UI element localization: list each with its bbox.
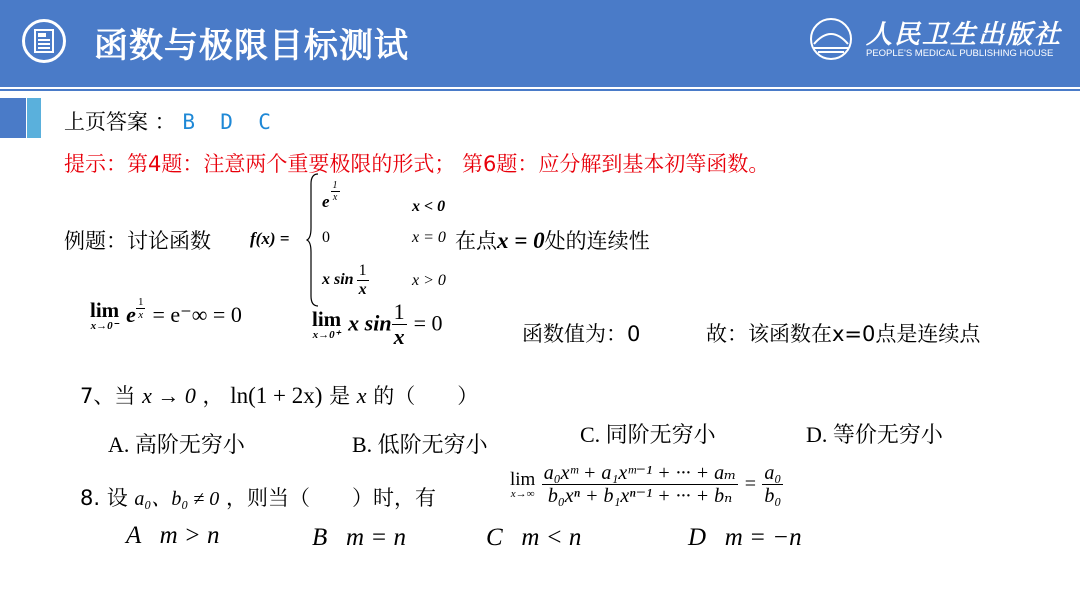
case3-cond: x > 0 (412, 272, 446, 289)
q8-stem: 8. 设 a₀、b₀ ≠ 0 ，则当（ ）时，有 (80, 486, 436, 510)
publisher-name-cn: 人民卫生出版社 (866, 20, 1063, 50)
q7-option-c: C. 同阶无穷小 (580, 422, 716, 447)
q8-option-c: C m < n (486, 524, 582, 551)
answers-line (64, 106, 271, 136)
left-limit: lim x→0⁻ e $\frac{1}{x}$ = e⁻∞ = 0 (90, 296, 242, 332)
q7-option-a: A. 高阶无穷小 (108, 432, 245, 457)
q8-option-b: B m = n (312, 524, 406, 551)
example-suffix: 在点x = 0处的连续性 (455, 228, 650, 253)
publisher-logo (806, 14, 1074, 68)
header-divider-thin (0, 89, 1080, 91)
case3-expr: x sin $\frac{1}{x}$ (322, 262, 367, 298)
case1-cond: x < 0 (412, 198, 446, 215)
example-func: f(x) = (250, 229, 290, 248)
conclusion: 故：该函数在x=0点是连续点 (706, 322, 981, 346)
q7-stem: 7、当 x → 0 ， ln(1 + 2x) 是 x 的（ ） (80, 383, 479, 408)
side-marker (0, 98, 26, 138)
right-limit: lim x→0⁺ x sin $\frac{1}{x}$ = 0 (312, 299, 443, 350)
q8-option-d: D m = −n (688, 524, 802, 551)
answers-values: B D C (182, 110, 271, 134)
function-value: 函数值为：0 (522, 322, 641, 346)
document-icon (22, 19, 66, 63)
publisher-name-en: PEOPLE'S MEDICAL PUBLISHING HOUSE (866, 48, 1054, 59)
page-title: 函数与极限目标测试 (94, 26, 409, 66)
q8-option-a: A m > n (126, 522, 220, 549)
piecewise-brace (306, 172, 320, 308)
q7-option-b: B. 低阶无穷小 (352, 432, 488, 457)
header-divider (0, 82, 1080, 87)
side-marker-light (27, 98, 41, 138)
answers-label: 上页答案 ： (64, 110, 176, 134)
hint-text: 提示：第4题：注意两个重要极限的形式； 第6题：应分解到基本初等函数。 (64, 152, 770, 176)
case1-expr: e $\frac{1}{x}$ (322, 180, 338, 211)
q8-limit-expression: lim x→∞ $\frac{\text{a₀xᵐ + a₁xᵐ⁻¹ + ··· + aₘ}}{\text{b₀xⁿ + b₁xⁿ⁻¹ + ··· + bₙ}}$ = $\frac{\text{a₀}}{\text{b₀}}$ (510, 462, 782, 507)
case2-cond: x = 0 (412, 229, 446, 246)
header-bar (0, 0, 1080, 82)
q7-option-d: D. 等价无穷小 (806, 422, 943, 447)
case2-expr: 0 (322, 229, 330, 246)
publisher-emblem-icon (806, 16, 856, 62)
example-label: 例题：讨论函数 (64, 229, 211, 253)
